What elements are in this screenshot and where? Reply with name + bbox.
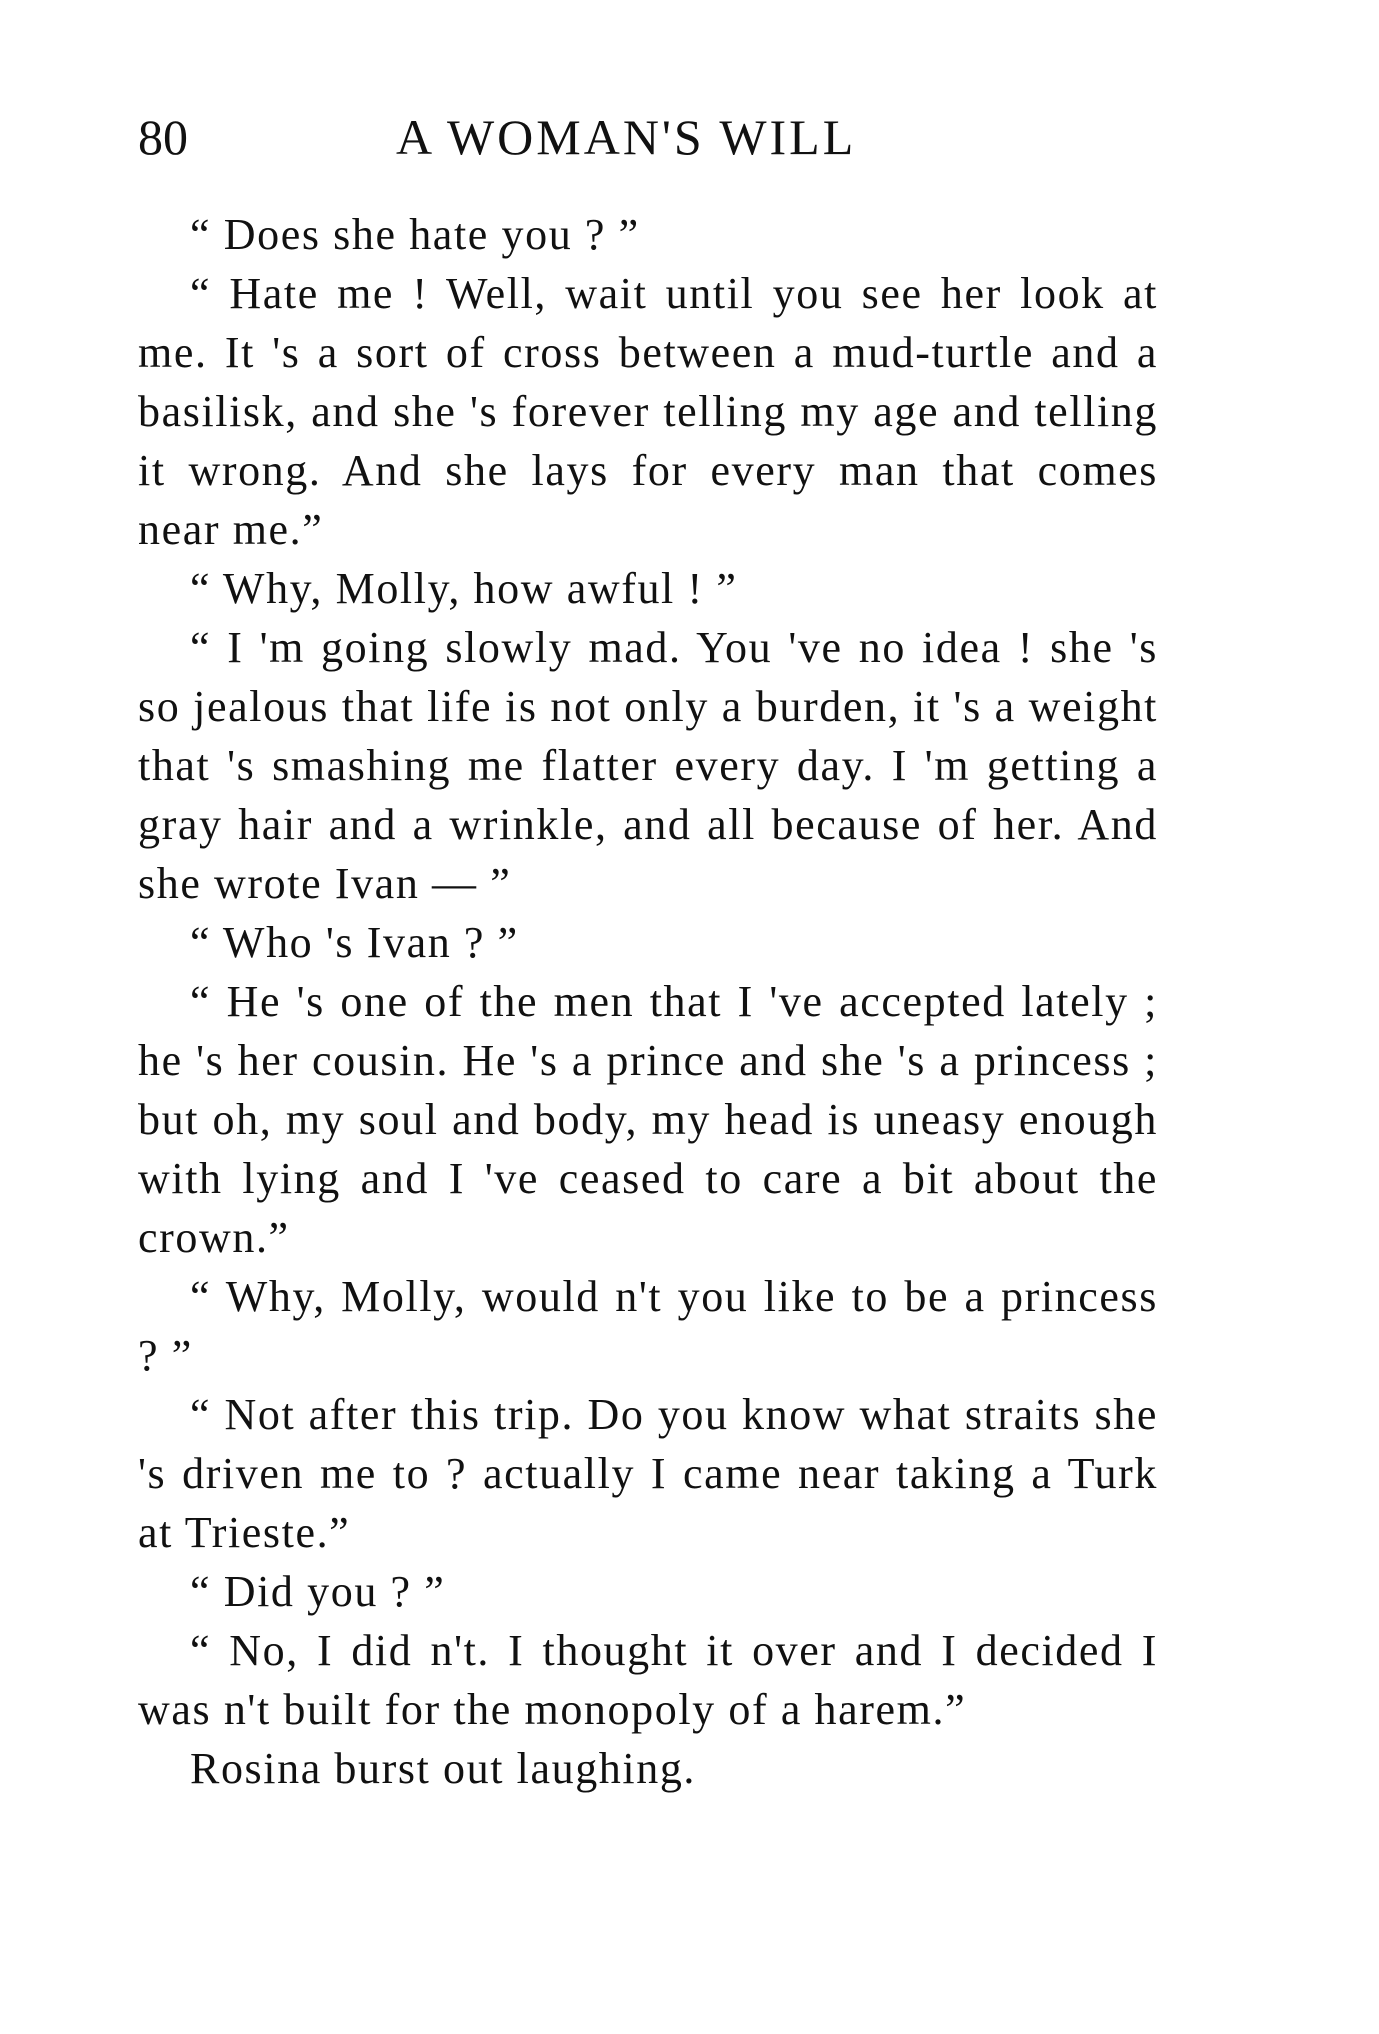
page-header	[138, 102, 1158, 172]
paragraph: “ Hate me ! Well, wait until you see her look at me. It 's a sort of cross between a mud-turtle and a basilisk, and she 's forever telling my age and telling it wrong. And she lays for every man that comes near me.”	[138, 269, 1158, 554]
paragraph: “ Why, Molly, would n't you like to be a princess ? ”	[138, 1272, 1158, 1380]
paragraph: “ Why, Molly, how awful ! ”	[190, 564, 738, 613]
running-title: A WOMAN'S WILL	[396, 109, 857, 165]
paragraph: “ He 's one of the men that I 've accepted lately ; he 's her cousin. He 's a prince and she 's a princess ; but oh, my soul and body, my head is uneasy enough with lying and I 've ceased to care a bit about the crown.”	[138, 977, 1158, 1262]
paragraph: “ Did you ? ”	[190, 1567, 446, 1616]
paragraph: “ No, I did n't. I thought it over and I decided I was n't built for the monopoly of a harem.”	[138, 1626, 1158, 1734]
paragraph: “ I 'm going slowly mad. You 've no idea ! she 's so jealous that life is not only a burden, it 's a weight that 's smashing me flatter every day. I 'm getting a gray hair and a wrinkle, and all because of her. And she wrote Ivan — ”	[138, 623, 1158, 908]
paragraph: “ Not after this trip. Do you know what straits she 's driven me to ? actually I came near taking a Turk at Trieste.”	[138, 1390, 1158, 1557]
body-text	[138, 205, 1158, 1798]
paragraph: Rosina burst out laughing.	[190, 1744, 697, 1793]
page-number: 80	[138, 109, 188, 165]
paragraph: “ Does she hate you ? ”	[190, 210, 640, 259]
paragraph: “ Who 's Ivan ? ”	[190, 918, 519, 967]
